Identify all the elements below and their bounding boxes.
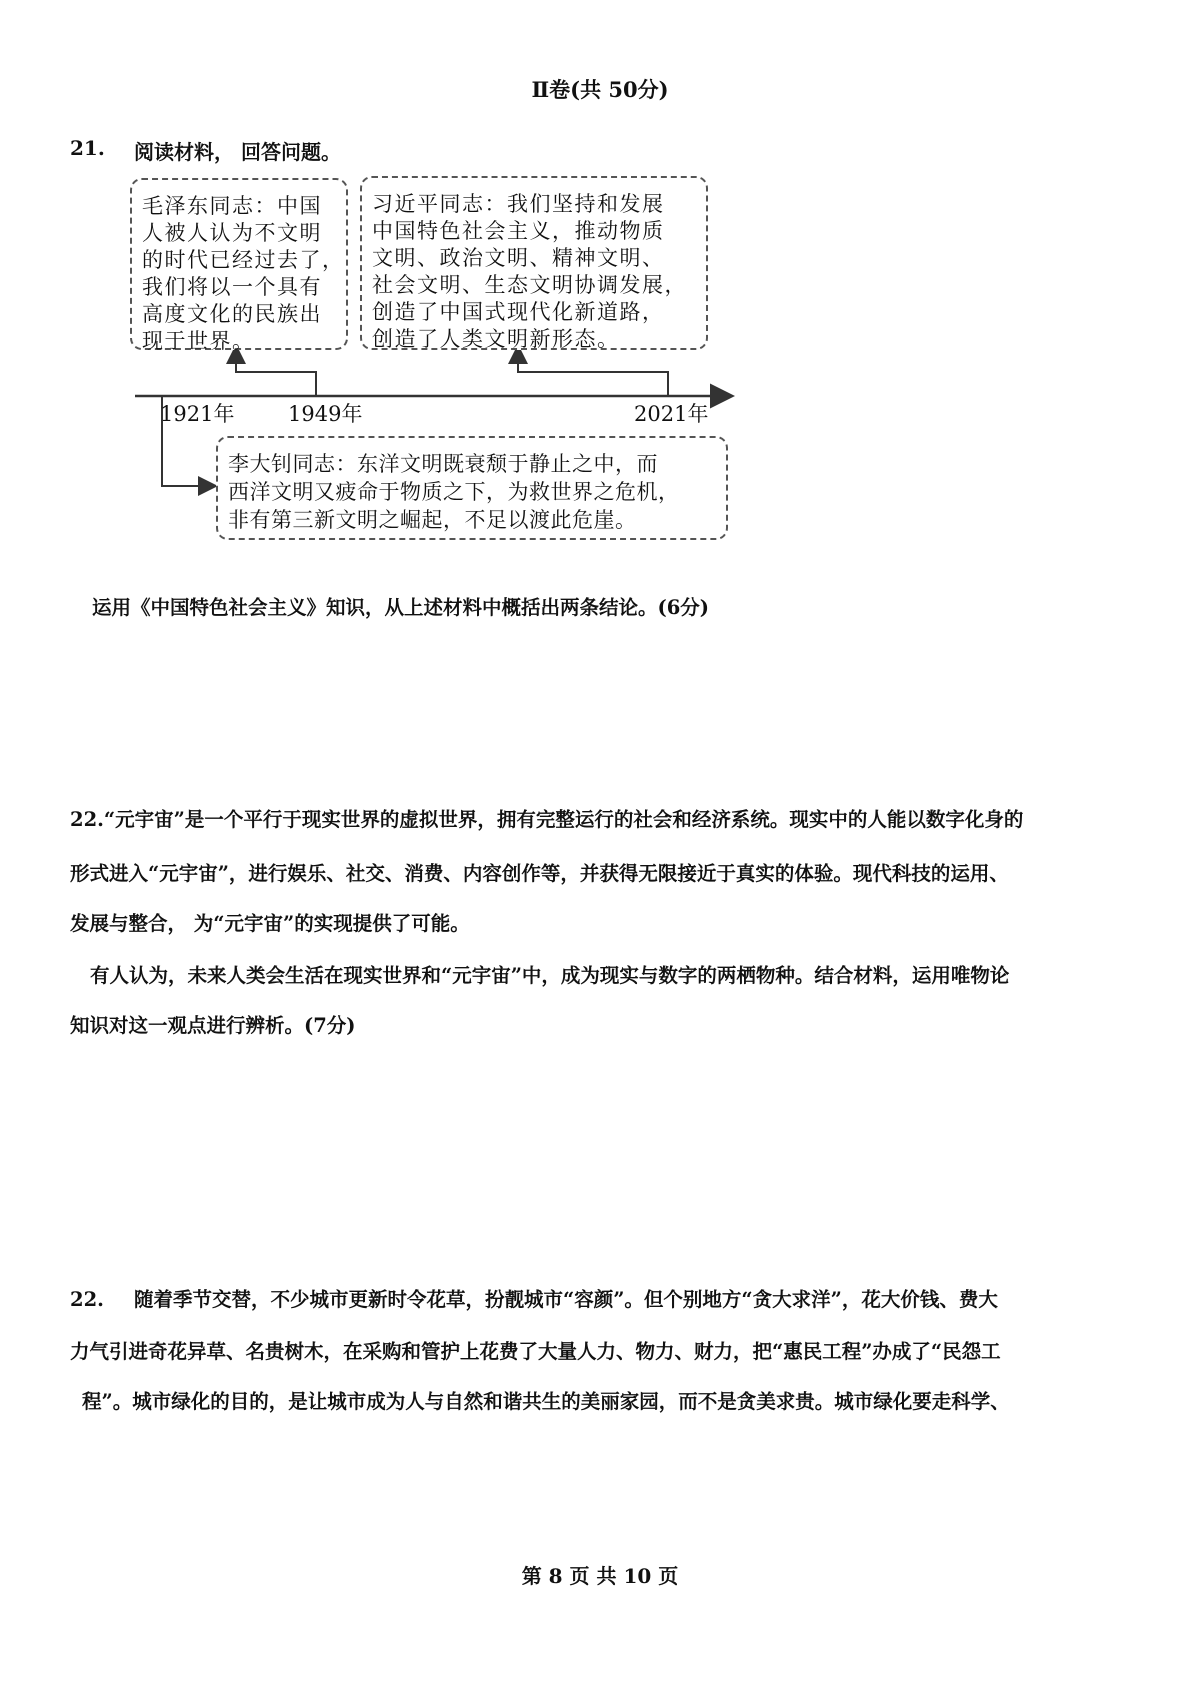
question-22a-line: 知识对这一观点进行辨析。(7分) [70, 1014, 356, 1037]
question-22a-line: 22.“元宇宙”是一个平行于现实世界的虚拟世界，拥有完整运行的社会和经济系统。现实中的人能以数字化身的 [70, 808, 1024, 831]
quote-mao-line: 高度文化的民族出 [142, 302, 322, 326]
quote-mao-line: 毛泽东同志：中国 [142, 194, 322, 218]
year-1949: 1949年 [288, 402, 363, 426]
quote-xi-line: 社会文明、生态文明协调发展， [372, 273, 687, 297]
quote-mao-line: 我们将以一个具有 [142, 275, 322, 299]
quote-li-line: 西洋文明又疲命于物质之下，为救世界之危机， [228, 480, 680, 504]
quote-box-mao [130, 178, 348, 353]
question-21-number: 21. [70, 136, 105, 160]
question-21-prompt: 阅读材料， 回答问题。 [134, 140, 341, 164]
quote-box-xi [360, 176, 708, 350]
question-22b-line: 力气引进奇花异草、名贵树木，在采购和管护上花费了大量人力、物力、财力，把“惠民工程”办成了“民怨工 [70, 1340, 1001, 1363]
question-22a-line: 有人认为，未来人类会生活在现实世界和“元宇宙”中，成为现实与数字的两栖物种。结合材料，运用唯物论 [90, 964, 1010, 987]
timeline-figure [130, 176, 740, 546]
quote-xi-line: 习近平同志：我们坚持和发展 [372, 192, 665, 216]
year-1921: 1921年 [160, 402, 235, 426]
quote-mao-line: 现于世界。 [142, 329, 255, 353]
quote-mao-line: 的时代已经过去了， [142, 248, 345, 272]
question-22b-line: 随着季节交替，不少城市更新时令花草，扮靓城市“容颜”。但个别地方“贪大求洋”，花大价钱、费大 [134, 1288, 998, 1311]
quote-xi-line: 文明、政治文明、精神文明、 [372, 246, 665, 270]
quote-li-line: 李大钊同志：东洋文明既衰颓于静止之中，而 [228, 452, 658, 476]
section-title: Ⅱ卷(共 50分) [531, 77, 669, 102]
quote-xi-line: 创造了人类文明新形态。 [372, 327, 620, 351]
question-22b-number: 22. [70, 1288, 104, 1311]
quote-box-li [216, 436, 728, 540]
year-2021: 2021年 [634, 402, 709, 426]
question-22b-line: 程”。城市绿化的目的，是让城市成为人与自然和谐共生的美丽家园，而不是贪美求贵。城市绿化要走科学、 [82, 1390, 1010, 1413]
page-footer: 第 8 页 共 10 页 [521, 1564, 679, 1588]
question-22a-line: 形式进入“元宇宙”，进行娱乐、社交、消费、内容创作等，并获得无限接近于真实的体验。现代科技的运用、 [70, 862, 1009, 885]
connector-1949 [236, 348, 316, 396]
connector-2021 [518, 348, 668, 396]
question-21-task: 运用《中国特色社会主义》知识，从上述材料中概括出两条结论。(6分) [92, 596, 710, 619]
quote-xi-line: 中国特色社会主义，推动物质 [372, 219, 665, 243]
question-22a-line: 发展与整合， 为“元宇宙”的实现提供了可能。 [70, 912, 470, 935]
quote-li-line: 非有第三新文明之崛起，不足以渡此危崖。 [228, 508, 637, 532]
quote-mao-line: 人被人认为不文明 [142, 221, 322, 245]
quote-xi-line: 创造了中国式现代化新道路， [372, 300, 665, 324]
